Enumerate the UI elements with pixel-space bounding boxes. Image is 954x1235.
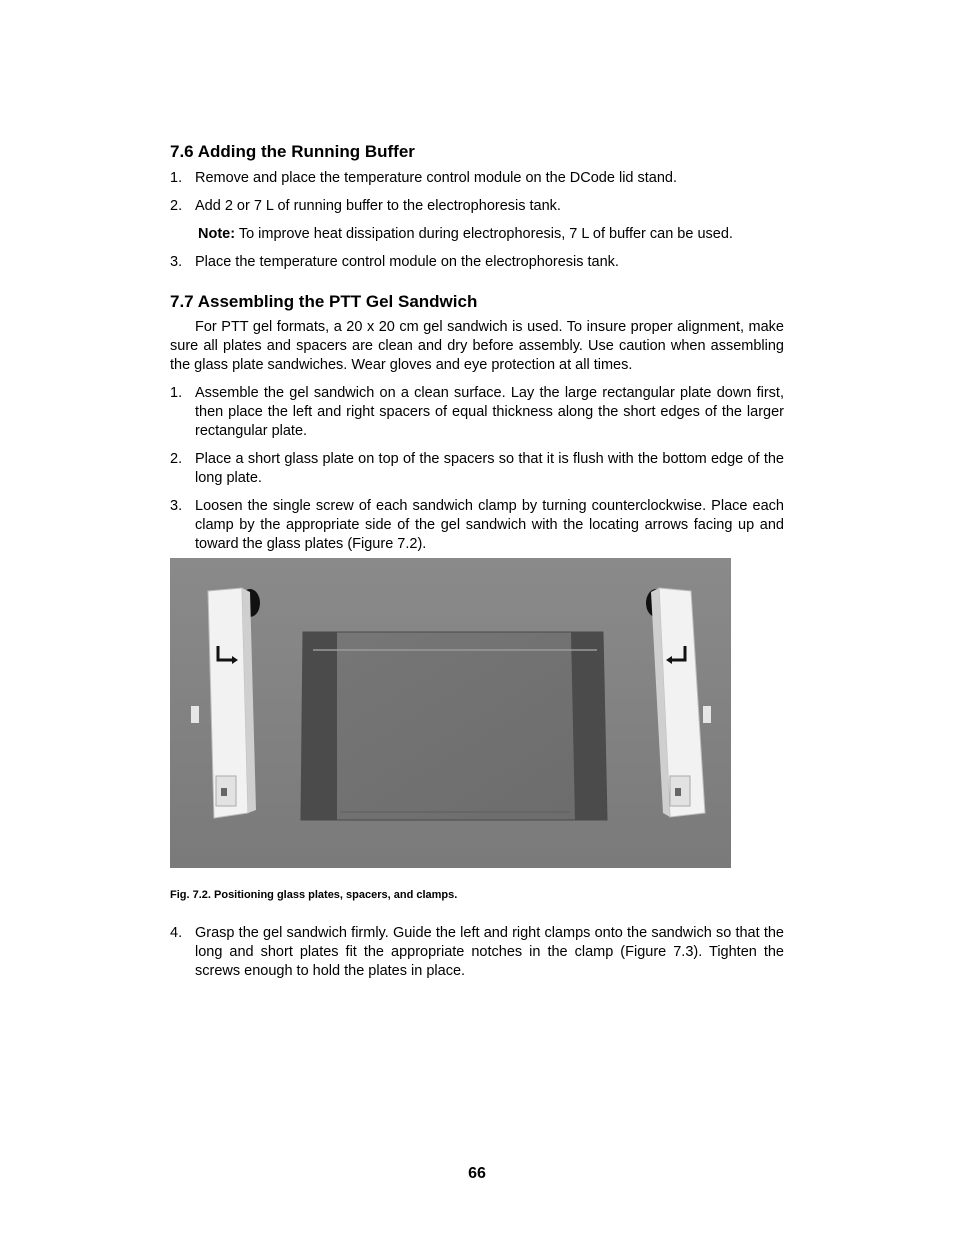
list-item-number: 3.: [170, 254, 183, 270]
list-item-text: Add 2 or 7 L of running buffer to the electrophoresis tank.: [195, 198, 561, 214]
section-7-7-heading: 7.7 Assembling the PTT Gel Sandwich: [170, 292, 478, 311]
list-item: [170, 253, 784, 272]
figure-photo: [170, 558, 731, 868]
list-item-number: 2.: [170, 198, 183, 214]
list-item-number: 1.: [170, 170, 183, 186]
section-7-6-heading: 7.6 Adding the Running Buffer: [170, 142, 415, 161]
page-number: 66: [468, 1165, 486, 1182]
note: [198, 225, 733, 244]
glass-plate-sandwich: [301, 632, 607, 820]
intro-paragraph: For PTT gel formats, a 20 x 20 cm gel sandwich is used. To insure proper alignment, make sure all plates and spacers are clean and dry before assembly. Use caution when assembling the glass plate sandwiches. Wear gloves and eye protection at all times.: [170, 319, 784, 373]
list-item-number: 1.: [170, 385, 183, 401]
list-item-text: Loosen the single screw of each sandwich clamp by turning counterclockwise. Place each clamp by the appropriate side of the gel sandwich with the locating arrows facing up and toward the glass plates (Figure 7.2).: [195, 498, 784, 552]
list-item-number: 3.: [170, 498, 183, 514]
list-item-text: Place a short glass plate on top of the spacers so that it is flush with the bottom edge of the long plate.: [195, 451, 784, 486]
list-item: [170, 169, 784, 188]
note-label: Note:: [198, 226, 236, 242]
list-item-text: Place the temperature control module on the electrophoresis tank.: [195, 254, 619, 270]
list-item-number: 2.: [170, 451, 183, 467]
list-item: [170, 497, 784, 553]
list-item-number: 4.: [170, 925, 183, 941]
figure-caption: Fig. 7.2. Positioning glass plates, spacers, and clamps.: [170, 889, 458, 901]
list-item-text: Grasp the gel sandwich firmly. Guide the left and right clamps onto the sandwich so that the long and short plates fit the appropriate notches in the clamp (Figure 7.3). Tighten the screws enough to hold the plates in place.: [195, 925, 784, 979]
list-item-text: Assemble the gel sandwich on a clean surface. Lay the large rectangular plate down first, then place the left and right spacers of equal thickness along the short edges of the larger rectangular plate.: [195, 385, 784, 439]
list-item: [170, 924, 784, 980]
note-text: To improve heat dissipation during electrophoresis, 7 L of buffer can be used.: [235, 226, 733, 242]
list-item: [170, 197, 784, 216]
list-item: [170, 384, 784, 440]
list-item: [170, 450, 784, 488]
list-item-text: Remove and place the temperature control module on the DCode lid stand.: [195, 170, 678, 186]
